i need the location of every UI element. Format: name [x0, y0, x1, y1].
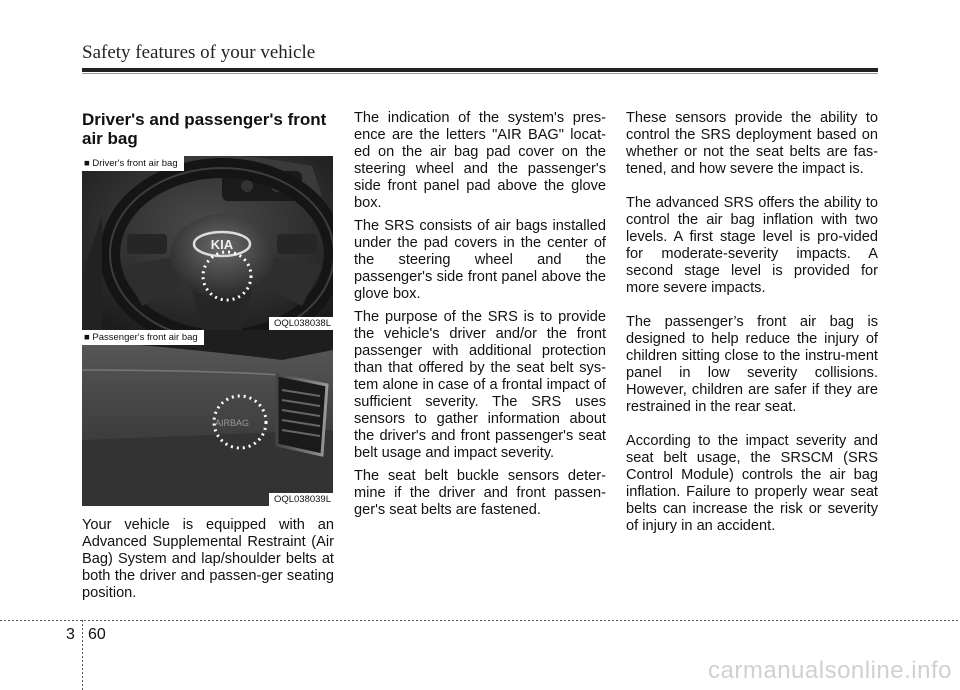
header-rule	[82, 68, 878, 72]
steering-wheel-illustration	[82, 156, 333, 330]
column-1	[82, 110, 334, 148]
paragraph: According to the impact severity and seat belt usage, the SRSCM (SRS Control Module) controls the air bag inflation. Failure to properly wear seat belts can increase the risk or severity of injury in an accident.	[626, 433, 878, 534]
figure-driver-airbag	[82, 156, 333, 330]
chapter-number: 3	[66, 626, 75, 643]
column-2	[354, 110, 606, 525]
footer-divider	[82, 620, 83, 690]
header-rule-thin	[82, 73, 878, 74]
figure-passenger-airbag	[82, 330, 333, 506]
column-3	[626, 110, 878, 552]
paragraph: Your vehicle is equipped with an Advanced Supplemental Restraint (Air Bag) System and lap/shoulder belts at both the driver and passen-ger seating position.	[82, 517, 334, 601]
section-heading: Driver's and passenger's front air bag	[82, 110, 327, 148]
kia-logo-text: KIA	[210, 237, 234, 252]
figure-caption: ■ Passenger's front air bag	[82, 330, 204, 345]
airbag-label-text: AIRBAG	[214, 418, 250, 428]
watermark: carmanualsonline.info	[708, 657, 952, 684]
paragraph: The advanced SRS offers the ability to control the air bag inflation with two levels. A first stage level is pro-vided for moderate-severity impacts. A second stage level is provided for more severe impacts.	[626, 195, 878, 296]
figure-code: OQL038039L	[269, 493, 333, 506]
page-header-title: Safety features of your vehicle	[82, 42, 316, 63]
paragraph: These sensors provide the ability to control the SRS deployment based on whether or not the seat belts are fas-tened, and how severe the impact is.	[626, 110, 878, 177]
paragraph: The purpose of the SRS is to provide the vehicle's driver and/or the front passenger with additional protection than that offered by the seat belt sys-tem alone in case of a frontal impact of sufficient severity. The SRS uses sensors to gather information about the driver's and front passenger's seat belt usage and impact severity.	[354, 309, 606, 461]
paragraph: The indication of the system's pres-ence are the letters "AIR BAG" locat-ed on the air bag pad cover on the steering wheel and the passenger's side front panel pad above the glove box.	[354, 110, 606, 211]
paragraph: The SRS consists of air bags installed under the pad covers in the center of the steering wheel and the passenger's side front panel above the glove box.	[354, 218, 606, 302]
page-number: 60	[88, 626, 106, 643]
figure-code: OQL038038L	[269, 317, 333, 330]
paragraph: The seat belt buckle sensors deter-mine if the driver and front passen-ger's seat belts are fastened.	[354, 468, 606, 518]
figure-caption: ■ Driver's front air bag	[82, 156, 184, 171]
footer-rule	[0, 620, 960, 621]
paragraph: The passenger’s front air bag is designed to help reduce the injury of children sitting close to the instru-ment panel in low severity collisions. However, children are safer if they are restrained in the rear seat.	[626, 314, 878, 415]
dashboard-illustration	[82, 330, 333, 506]
